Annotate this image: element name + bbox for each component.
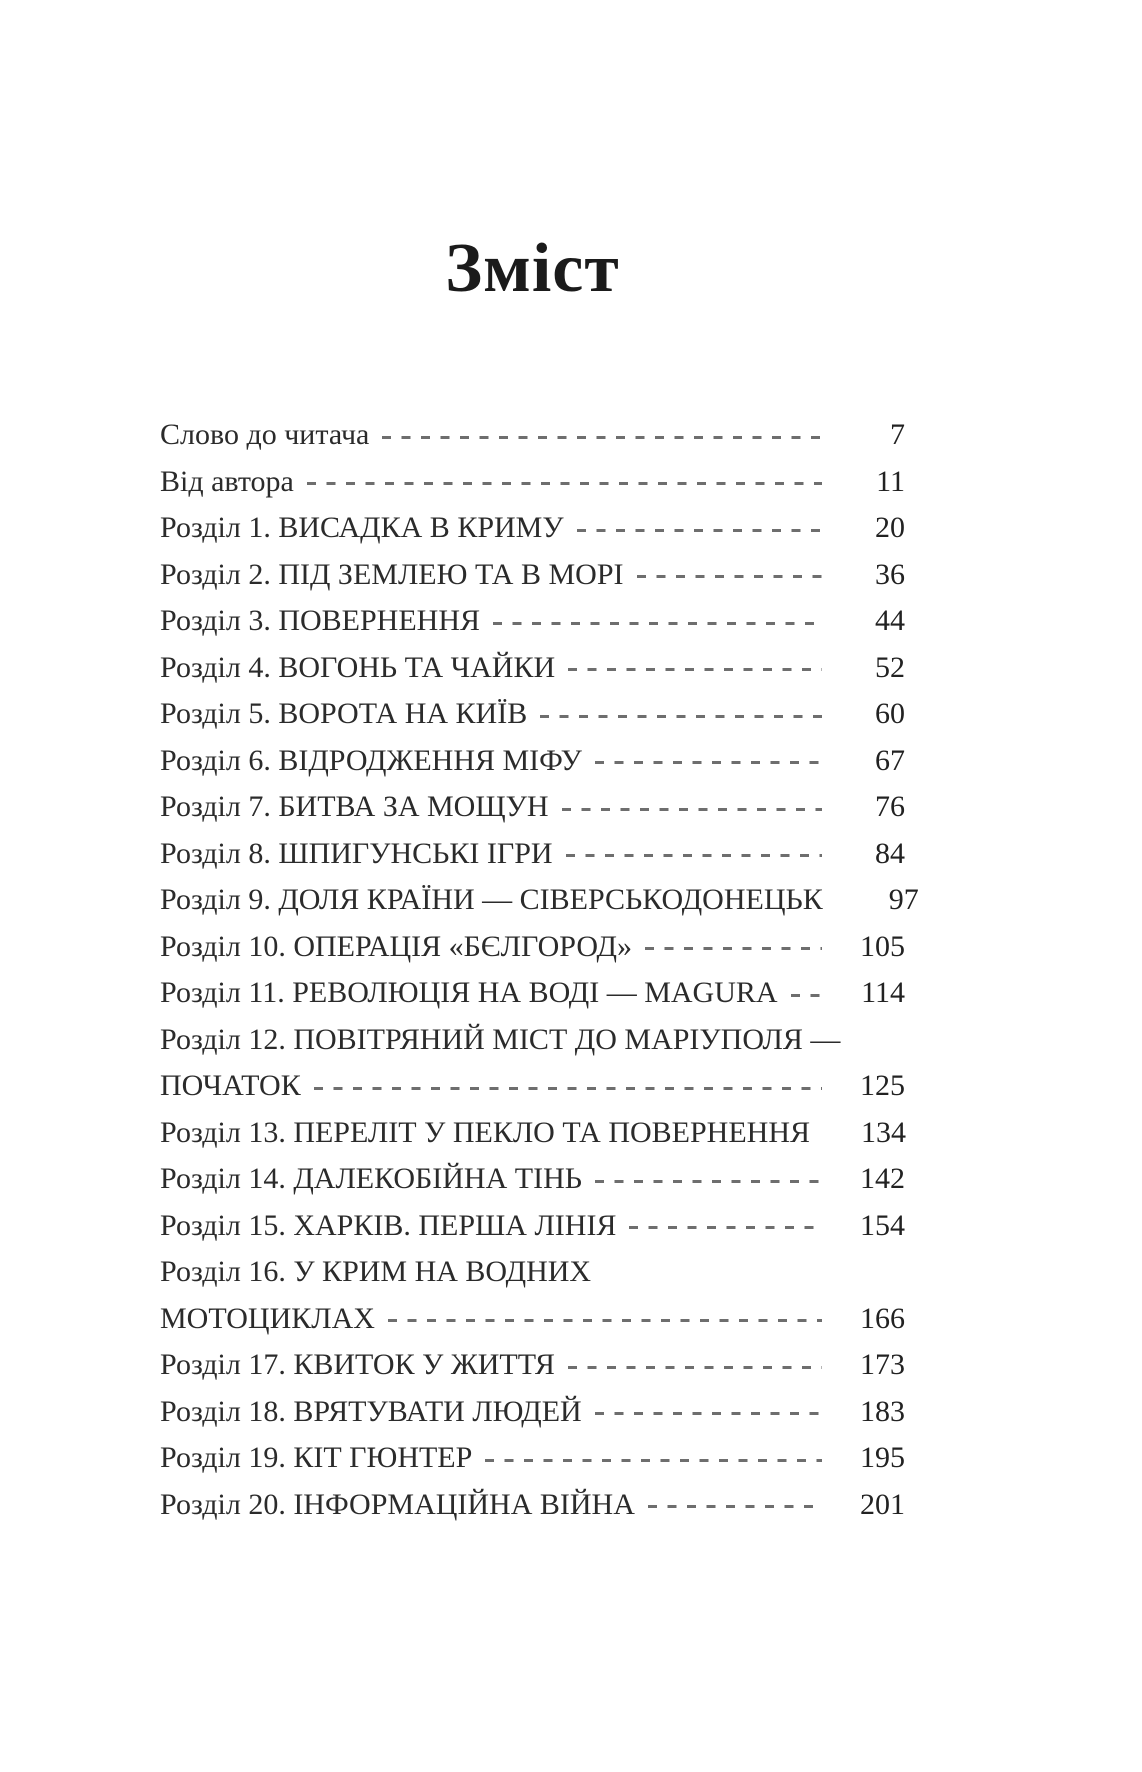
toc-entry-label: Розділ 8. ШПИГУНСЬКІ ІГРИ bbox=[160, 836, 553, 870]
dashed-leader bbox=[540, 715, 822, 718]
dashed-leader bbox=[648, 1505, 822, 1508]
dashed-leader bbox=[791, 994, 822, 997]
toc-page-number: 52 bbox=[875, 650, 905, 684]
toc-entry bbox=[160, 1017, 905, 1064]
toc-entry bbox=[160, 1203, 905, 1250]
toc-entry-label: Розділ 9. ДОЛЯ КРАЇНИ — СІВЕРСЬКОДОНЕЦЬК bbox=[160, 883, 823, 917]
toc-entry-label: Розділ 17. КВИТОК У ЖИТТЯ bbox=[160, 1348, 555, 1382]
toc-page-number: 105 bbox=[860, 929, 905, 963]
toc-content bbox=[160, 0, 919, 1528]
toc-entry-label: Розділ 13. ПЕРЕЛІТ У ПЕКЛО ТА ПОВЕРНЕННЯ bbox=[160, 1115, 811, 1149]
toc-page-number: 67 bbox=[875, 743, 905, 777]
toc-entry bbox=[160, 1342, 905, 1389]
table-of-contents bbox=[160, 412, 919, 1528]
toc-page-number: 60 bbox=[875, 697, 905, 731]
toc-entry bbox=[160, 1389, 905, 1436]
toc-entry bbox=[160, 645, 905, 692]
toc-entry-label: Розділ 20. ІНФОРМАЦІЙНА ВІЙНА bbox=[160, 1487, 635, 1521]
toc-page-number: 11 bbox=[876, 464, 905, 498]
page-title: Зміст bbox=[445, 230, 620, 307]
toc-page-number: 84 bbox=[875, 836, 905, 870]
toc-entry-label: Від автора bbox=[160, 464, 294, 498]
toc-entry bbox=[160, 831, 905, 878]
toc-entry bbox=[160, 412, 905, 459]
toc-entry bbox=[160, 877, 919, 924]
toc-entry bbox=[160, 1482, 905, 1529]
toc-entry bbox=[160, 505, 905, 552]
toc-entry bbox=[160, 691, 905, 738]
toc-entry-label: Розділ 7. БИТВА ЗА МОЩУН bbox=[160, 790, 549, 824]
dashed-leader bbox=[595, 761, 822, 764]
toc-entry-label: Розділ 5. ВОРОТА НА КИЇВ bbox=[160, 697, 528, 731]
toc-entry-continuation bbox=[160, 1063, 905, 1110]
dashed-leader bbox=[388, 1319, 822, 1322]
toc-entry-label: Розділ 2. ПІД ЗЕМЛЕЮ ТА В МОРІ bbox=[160, 557, 624, 591]
dashed-leader bbox=[577, 529, 822, 532]
toc-entry bbox=[160, 1156, 905, 1203]
toc-entry-label: Розділ 1. ВИСАДКА В КРИМУ bbox=[160, 511, 564, 545]
toc-entry-label: Розділ 11. РЕВОЛЮЦІЯ НА ВОДІ — MAGURA bbox=[160, 976, 778, 1010]
toc-entry-label: Слово до читача bbox=[160, 418, 370, 452]
toc-page-number: 7 bbox=[890, 418, 905, 452]
dashed-leader bbox=[382, 436, 822, 439]
toc-entry-label-line2: ПОЧАТОК bbox=[160, 1069, 301, 1103]
toc-entry-label: Розділ 12. ПОВІТРЯНИЙ МІСТ ДО МАРІУПОЛЯ — bbox=[160, 1022, 841, 1056]
dashed-leader bbox=[629, 1226, 822, 1229]
toc-page-number: 20 bbox=[875, 511, 905, 545]
toc-page-number: 195 bbox=[860, 1441, 905, 1475]
toc-entry bbox=[160, 459, 905, 506]
toc-entry-label: Розділ 6. ВІДРОДЖЕННЯ МІФУ bbox=[160, 743, 582, 777]
toc-entry bbox=[160, 924, 905, 971]
toc-page-number: 125 bbox=[860, 1069, 905, 1103]
toc-page-number: 201 bbox=[860, 1487, 905, 1521]
toc-page-number: 166 bbox=[860, 1301, 905, 1335]
dashed-leader bbox=[314, 1087, 822, 1090]
toc-entry-label: Розділ 15. ХАРКІВ. ПЕРША ЛІНІЯ bbox=[160, 1208, 617, 1242]
toc-entry-label: Розділ 19. КІТ ГЮНТЕР bbox=[160, 1441, 473, 1475]
toc-entry bbox=[160, 1249, 905, 1296]
dashed-leader bbox=[568, 668, 822, 671]
dashed-leader bbox=[566, 854, 822, 857]
toc-page-number: 76 bbox=[875, 790, 905, 824]
toc-page-number: 44 bbox=[875, 604, 905, 638]
toc-entry-label: Розділ 16. У КРИМ НА ВОДНИХ bbox=[160, 1255, 592, 1289]
dashed-leader bbox=[595, 1180, 822, 1183]
dashed-leader bbox=[645, 947, 822, 950]
toc-entry-label: Розділ 14. ДАЛЕКОБІЙНА ТІНЬ bbox=[160, 1162, 582, 1196]
toc-entry bbox=[160, 1435, 905, 1482]
dashed-leader bbox=[485, 1459, 822, 1462]
toc-page-number: 114 bbox=[861, 976, 905, 1010]
toc-page-number: 97 bbox=[888, 883, 919, 917]
dashed-leader bbox=[637, 575, 823, 578]
toc-entry bbox=[160, 1110, 905, 1157]
toc-page-number: 183 bbox=[860, 1394, 905, 1428]
dashed-leader bbox=[493, 622, 822, 625]
toc-entry-continuation bbox=[160, 1296, 905, 1343]
toc-entry bbox=[160, 552, 905, 599]
toc-entry bbox=[160, 738, 905, 785]
toc-page-number: 134 bbox=[861, 1115, 907, 1149]
toc-page-number: 36 bbox=[875, 557, 905, 591]
toc-page-number: 142 bbox=[860, 1162, 905, 1196]
dashed-leader bbox=[307, 482, 822, 485]
toc-page-number: 173 bbox=[860, 1348, 905, 1382]
toc-entry-label: Розділ 3. ПОВЕРНЕННЯ bbox=[160, 604, 480, 638]
toc-entry-label-line2: МОТОЦИКЛАХ bbox=[160, 1301, 375, 1335]
toc-entry bbox=[160, 970, 905, 1017]
dashed-leader bbox=[568, 1366, 822, 1369]
toc-entry-label: Розділ 18. ВРЯТУВАТИ ЛЮДЕЙ bbox=[160, 1394, 582, 1428]
toc-entry-label: Розділ 4. ВОГОНЬ ТА ЧАЙКИ bbox=[160, 650, 556, 684]
toc-entry-label: Розділ 10. ОПЕРАЦІЯ «БЄЛГОРОД» bbox=[160, 929, 632, 963]
dashed-leader bbox=[595, 1412, 822, 1415]
toc-entry bbox=[160, 784, 905, 831]
dashed-leader bbox=[562, 808, 822, 811]
toc-page-number: 154 bbox=[860, 1208, 905, 1242]
toc-entry bbox=[160, 598, 905, 645]
